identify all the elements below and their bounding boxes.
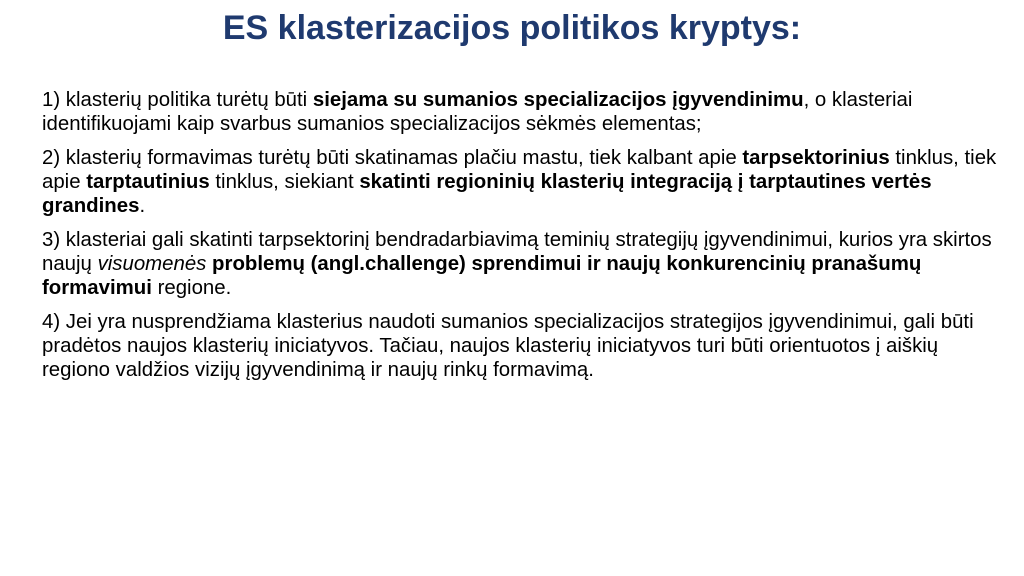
text-segment: 2) klasterių formavimas turėtų būti skatinamas plačiu mastu, tiek kalbant apie (42, 147, 743, 169)
text-segment: tarptautinius (86, 171, 210, 193)
slide-title: ES klasterizacijos politikos kryptys: (222, 9, 802, 47)
text-segment: tarpsektorinius (742, 147, 890, 169)
text-segment: problemų (angl.challenge) sprendimui ir naujų konkurencinių pranašumų formavimui (42, 253, 922, 299)
text-segment: siejama su sumanios specializacijos įgyvendinimu (312, 89, 804, 111)
paragraph-1 (42, 88, 1002, 136)
text-segment: 3) klasteriai gali skatinti tarpsektorinį bendradarbiavimą teminių strategijų įgyvendinimui, kurios yra skirtos naujų (42, 229, 992, 275)
text-segment: 1) klasterių politika turėtų būti (42, 89, 313, 111)
slide-body (42, 88, 1002, 392)
paragraph-4 (42, 310, 1002, 382)
text-segment: tinklus, siekiant (209, 171, 360, 193)
text-segment: tinklus, tiek apie (42, 147, 997, 193)
paragraph-2 (42, 146, 1002, 218)
text-segment: . (139, 195, 146, 217)
paragraph-3 (42, 228, 1002, 300)
text-segment: , o klasteriai identifikuojami kaip svarbus sumanios specializacijos sėkmės elementas; (42, 89, 913, 135)
text-segment: skatinti regioninių klasterių integraciją į tarptautines vertės grandines (42, 171, 932, 217)
text-segment: regione. (151, 277, 232, 299)
text-segment: visuomenės (97, 253, 207, 275)
text-segment: 4) Jei yra nusprendžiama klasterius naudoti sumanios specializacijos strategijos įgyvendinimui, gali būti pradėtos naujos klasterių iniciatyvos. Tačiau, naujos klasterių iniciatyvos turi būti orientuotos į aiškių regiono valdžios vizijų įgyvendinimą ir naujų rinkų formavimą. (42, 311, 974, 381)
